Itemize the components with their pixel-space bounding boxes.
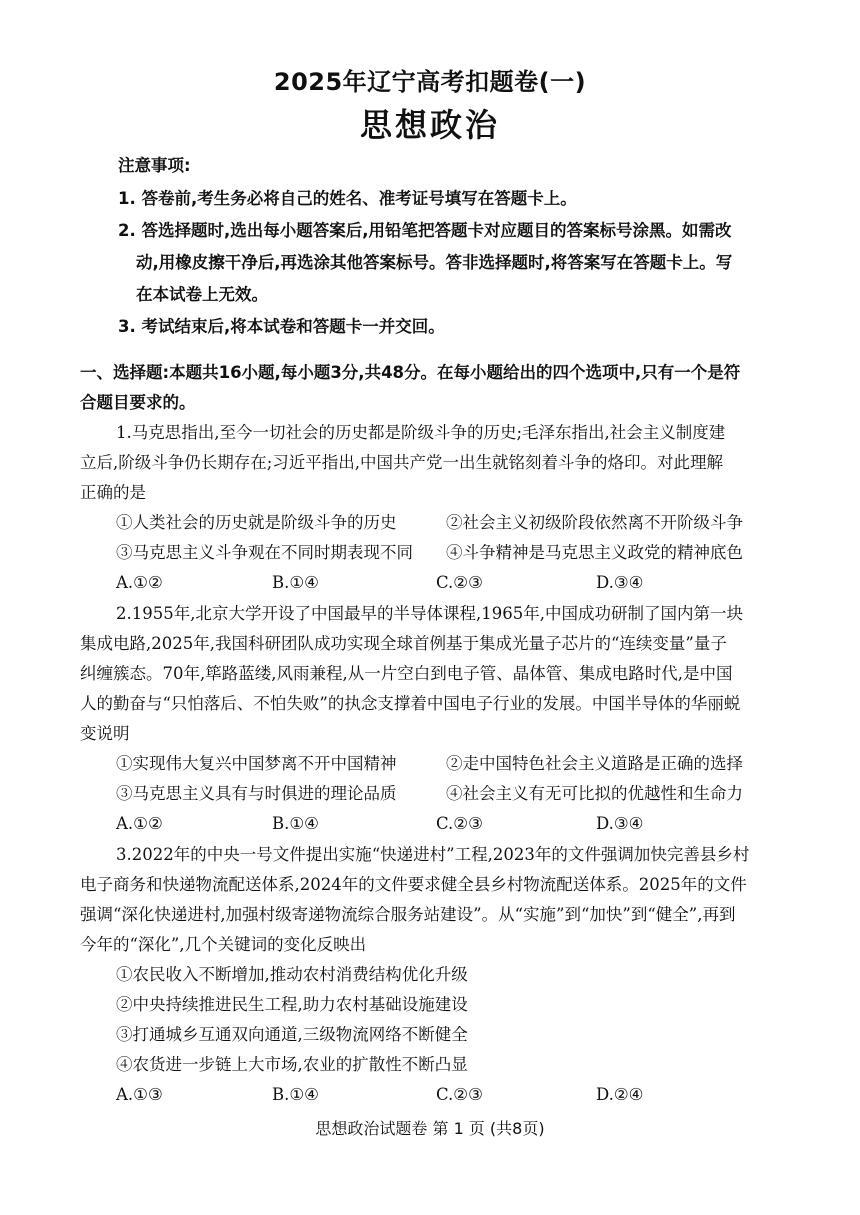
question-2-choice: C.②③: [436, 814, 483, 833]
question-2-stem: 集成电路,2025年,我国科研团队成功实现全球首例基于集成光量子芯片的“连续变量”量子: [80, 634, 727, 653]
question-2-choice: B.①④: [272, 814, 319, 833]
question-1-stem: 1.马克思指出,至今一切社会的历史都是阶级斗争的历史;毛泽东指出,社会主义制度建: [116, 423, 726, 442]
question-2-statement: ②走中国特色社会主义道路是正确的选择: [446, 754, 743, 773]
question-3-choice: B.①④: [272, 1085, 319, 1104]
notice-item: 3. 考试结束后,将本试卷和答题卡一并交回。: [118, 317, 445, 336]
question-3-choice: D.②④: [596, 1085, 644, 1104]
question-3-stem: 今年的“深化”,几个关键词的变化反映出: [80, 935, 367, 954]
question-2-statement: ①实现伟大复兴中国梦离不开中国精神: [116, 754, 397, 773]
question-1-choice: A.①②: [116, 573, 163, 592]
question-3-statement: ①农民收入不断增加,推动农村消费结构优化升级: [116, 965, 468, 984]
question-1-stem: 立后,阶级斗争仍长期存在;习近平指出,中国共产党一出生就铭刻着斗争的烙印。对此理解: [80, 453, 724, 472]
question-2-statement: ④社会主义有无可比拟的优越性和生命力: [446, 784, 743, 803]
question-2-stem: 变说明: [80, 724, 130, 743]
notice-item: 1. 答卷前,考生务必将自己的姓名、准考证号填写在答题卡上。: [118, 189, 577, 208]
question-1-choice: C.②③: [436, 573, 483, 592]
question-1-choice: D.③④: [596, 573, 644, 592]
question-2-stem: 人的勤奋与“只怕落后、不怕失败”的执念支撑着中国电子行业的发展。中国半导体的华丽蜕: [80, 694, 741, 713]
notice-item: 在本试卷上无效。: [136, 285, 268, 304]
question-1-statement: ①人类社会的历史就是阶级斗争的历史: [116, 513, 397, 532]
notice-item: 2. 答选择题时,选出每小题答案后,用铅笔把答题卡对应题目的答案标号涂黑。如需改: [118, 221, 732, 240]
question-1-stem: 正确的是: [80, 483, 146, 502]
question-3-statement: ④农货进一步链上大市场,农业的扩散性不断凸显: [116, 1055, 468, 1074]
question-1-statement: ③马克思主义斗争观在不同时期表现不同: [116, 543, 413, 562]
question-3-stem: 电子商务和快递物流配送体系,2024年的文件要求健全县乡村物流配送体系。2025年的文件: [80, 875, 747, 894]
question-1-statement: ②社会主义初级阶段依然离不开阶级斗争: [446, 513, 743, 532]
question-2-choice: D.③④: [596, 814, 644, 833]
question-3-statement: ②中央持续推进民生工程,助力农村基础设施建设: [116, 995, 468, 1014]
question-3-stem: 强调“深化快递进村,加强村级寄递物流综合服务站建设”。从“实施”到“加快”到“健全”,再到: [80, 905, 736, 924]
section-heading: 合题目要求的。: [80, 393, 196, 412]
question-1-choice: B.①④: [272, 573, 319, 592]
exam-title: 2025年辽宁高考扣题卷(一): [273, 68, 587, 96]
question-2-stem: 纠缠簇态。70年,筚路蓝缕,风雨兼程,从一片空白到电子管、晶体管、集成电路时代,是中国: [80, 664, 733, 683]
question-1-statement: ④斗争精神是马克思主义政党的精神底色: [446, 543, 743, 562]
question-2-stem: 2.1955年,北京大学开设了中国最早的半导体课程,1965年,中国成功研制了国内第一块: [116, 604, 743, 623]
subject-title: 思想政治: [359, 106, 500, 144]
notice-item: 动,用橡皮擦干净后,再选涂其他答案标号。答非选择题时,将答案写在答题卡上。写: [136, 253, 733, 272]
question-2-choice: A.①②: [116, 814, 163, 833]
section-heading: 一、选择题:本题共16小题,每小题3分,共48分。在每小题给出的四个选项中,只有一个是符: [80, 363, 741, 382]
question-3-statement: ③打通城乡互通双向通道,三级物流网络不断健全: [116, 1025, 468, 1044]
notice-heading: 注意事项:: [118, 156, 191, 175]
question-3-choice: A.①③: [116, 1085, 163, 1104]
question-3-stem: 3.2022年的中央一号文件提出实施“快递进村”工程,2023年的文件强调加快完善县乡村: [116, 845, 750, 864]
question-3-choice: C.②③: [436, 1085, 483, 1104]
question-2-statement: ③马克思主义具有与时俱进的理论品质: [116, 784, 397, 803]
page-footer: 思想政治试题卷 第 1 页 (共8页): [315, 1119, 545, 1138]
